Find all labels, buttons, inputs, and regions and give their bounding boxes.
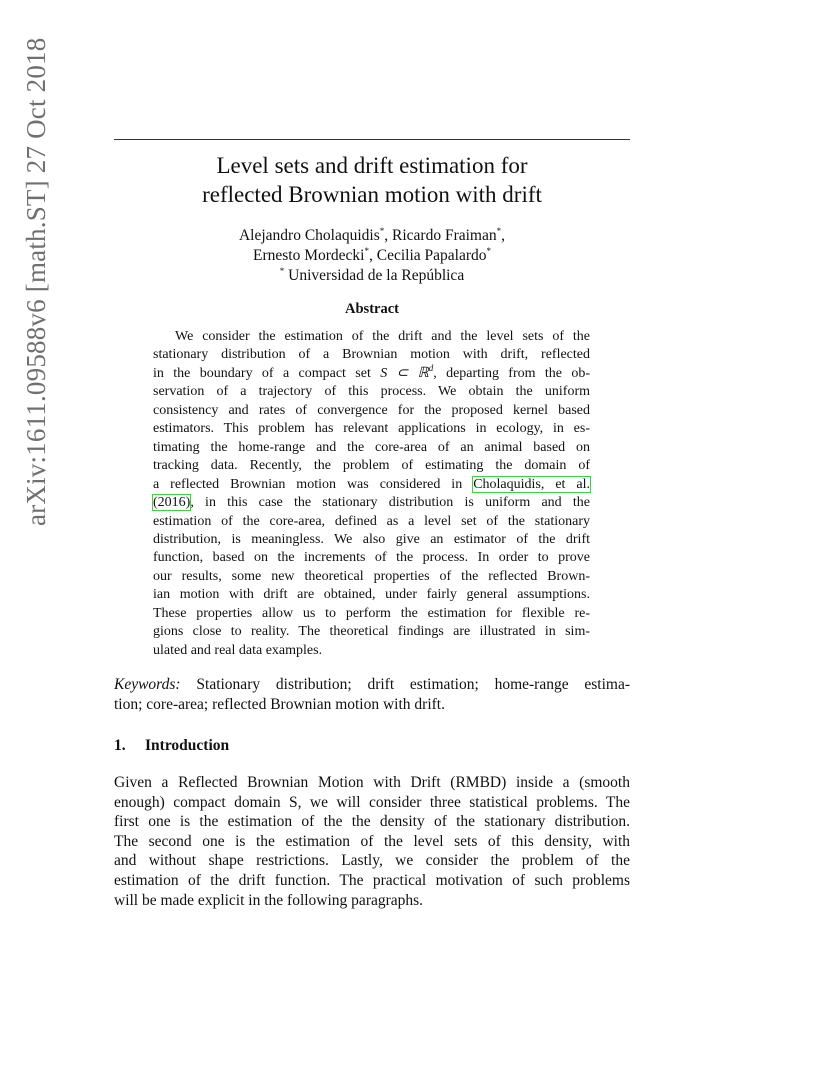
abstract-line: our results, some new theoretical properties of the reflected Brown- (153, 568, 590, 584)
title-line-2: reflected Brownian motion with drift (202, 182, 542, 207)
abstract-line: consistency and rates of convergence for the proposed kernel based (153, 402, 590, 418)
section-heading (114, 737, 229, 755)
abstract-line: gions close to reality. The theoretical findings are illustrated in sim- (153, 624, 590, 640)
title-line-1: Level sets and drift estimation for (216, 153, 528, 178)
body-line: and without shape restrictions. Lastly, we consider the problem of the (114, 852, 630, 870)
author-name: Alejandro Cholaquidis (238, 227, 380, 244)
arxiv-identifier: arXiv:1611.09588v6 [math.ST] 27 Oct 2018 (21, 37, 51, 526)
affiliation-line (114, 266, 630, 286)
title-rule (114, 139, 630, 140)
abstract-body (153, 328, 590, 660)
section-title: Introduction (145, 737, 230, 754)
body-line: enough) compact domain S, we will consider three statistical problems. The (114, 793, 630, 811)
abstract-line: ulated and real data examples. (153, 642, 323, 658)
author-line-1: Alejandro Cholaquidis*, Ricardo Fraiman*, (238, 226, 505, 244)
abstract-line: tracking data. Recently, the problem of estimating the domain of (153, 458, 590, 474)
author-name: Ernesto Mordecki (253, 247, 365, 264)
math-set: S ⊂ ℝ (380, 365, 429, 381)
abstract-line: estimation of the core-area, defined as a level set of the stationary (153, 513, 590, 529)
citation-link[interactable]: Cholaquidis, et al. (473, 476, 591, 492)
abstract-line: servation of a trajectory of this process. We obtain the uniform (153, 384, 590, 400)
body-line: estimation of the drift function. The practical motivation of such problems (114, 871, 630, 889)
math-superscript: d (428, 362, 434, 373)
abstract-line: distribution, is meaningless. We also give an estimator of the drift (153, 531, 590, 547)
affiliation-mark: * (486, 246, 491, 256)
abstract-line: estimators. This problem has relevant applications in ecology, in es- (153, 421, 590, 437)
body-line: first one is the estimation of the the density of the stationary distribution. (114, 813, 630, 831)
affiliation-mark: * (496, 226, 502, 236)
paper-title (114, 151, 630, 209)
keywords-line: Keywords: Stationary distribution; drift estimation; home-range estima- (114, 676, 631, 693)
affiliation-mark: * (279, 266, 285, 276)
abstract-heading: Abstract (345, 301, 399, 317)
abstract-line: ian motion with drift are obtained, under fairly general assumptions. (153, 587, 590, 603)
keywords-block (114, 675, 630, 715)
abstract-line: function, based on the increments of the process. In order to prove (153, 550, 590, 566)
author-name: Ricardo Fraiman (392, 227, 497, 244)
abstract-line: in the boundary of a compact set S ⊂ ℝ$^d$, departing from the ob- (153, 362, 590, 381)
affiliation-mark: * (379, 226, 385, 236)
author-block (114, 226, 630, 286)
abstract-line: stationary distribution of a Brownian motion with drift, reflected (153, 347, 590, 363)
abstract-line: a reflected Brownian motion was considered in Cholaquidis, et al. (153, 476, 591, 492)
section-number: 1. (114, 737, 126, 754)
abstract-line: timating the home-range and the core-area of an animal based on (153, 439, 590, 455)
citation-year-link[interactable]: (2016) (153, 495, 191, 511)
keywords-label: Keywords: (114, 676, 181, 693)
keywords-line: tion; core-area; reflected Brownian motion with drift. (114, 696, 445, 713)
affiliation-mark: * (364, 246, 369, 256)
author-name: Cecilia Papalardo (376, 247, 487, 264)
author-line-2: Ernesto Mordecki*, Cecilia Papalardo* (253, 246, 491, 264)
body-line: The second one is the estimation of the level sets of this density, with (114, 832, 630, 850)
abstract-line: These properties allow us to perform the estimation for flexible re- (153, 605, 590, 621)
body-line: Given a Reflected Brownian Motion with Drift (RMBD) inside a (smooth (114, 774, 630, 791)
abstract-line: We consider the estimation of the drift and the level sets of the (175, 329, 590, 344)
introduction-paragraph (114, 773, 630, 910)
abstract-line: (2016), in this case the stationary distribution is uniform and the (153, 495, 590, 511)
affiliation: Universidad de la República (288, 267, 465, 284)
body-line: will be made explicit in the following paragraphs. (114, 891, 424, 909)
